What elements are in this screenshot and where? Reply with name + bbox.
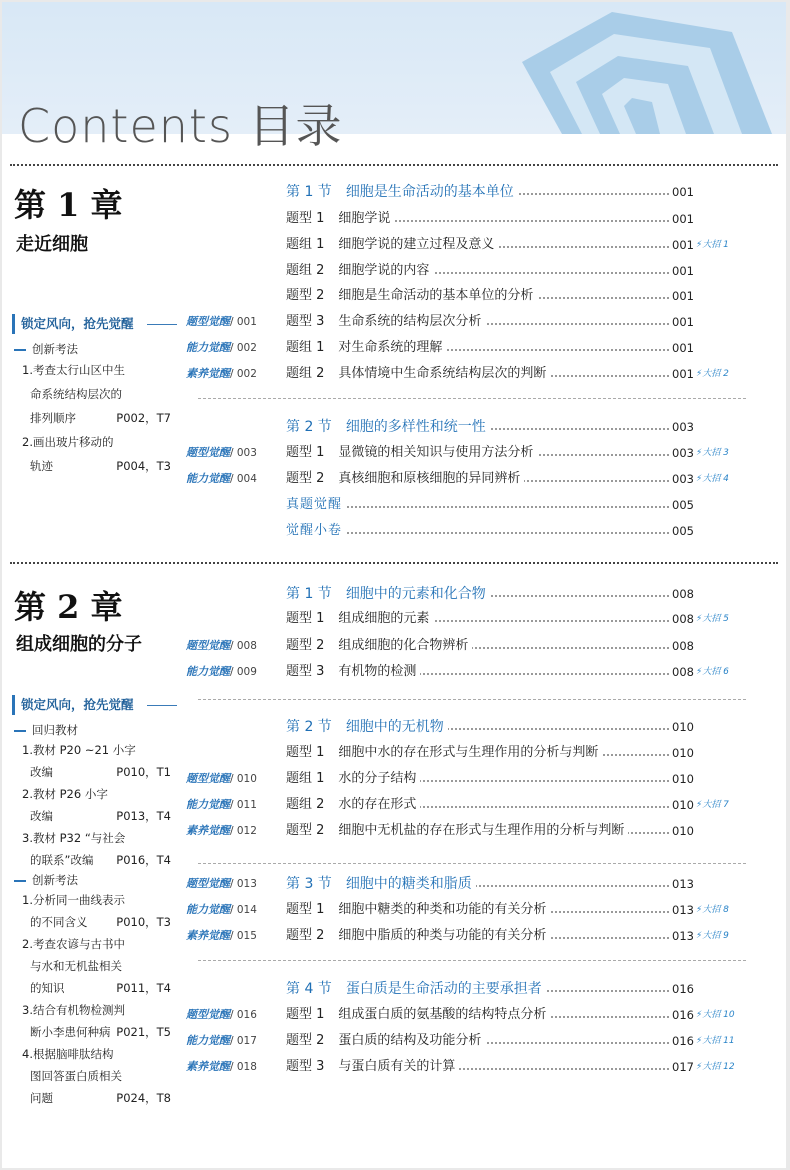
toc-tag-page: / 017 bbox=[230, 1035, 257, 1047]
toc-entry[interactable] bbox=[284, 309, 739, 335]
toc-entry-kind: 题组 2 bbox=[286, 797, 325, 812]
toc-entry-label bbox=[286, 335, 446, 361]
toc-entry-text: 细胞学说 bbox=[338, 211, 391, 226]
sidebar-item: 图回答蛋白质相关 bbox=[30, 1069, 122, 1083]
trick-badge: ⚡大招 4 bbox=[696, 474, 729, 484]
toc-tag bbox=[186, 871, 282, 897]
toc-entry[interactable] bbox=[284, 414, 739, 440]
toc-tag-label: 素养觉醒 bbox=[186, 367, 230, 380]
chapter-1-sidebar bbox=[12, 314, 177, 478]
toc-tag-page: / 001 bbox=[230, 316, 257, 328]
toc-tag-page: / 013 bbox=[230, 878, 257, 890]
toc-tag-label: 能力觉醒 bbox=[186, 1034, 230, 1047]
toc-tag-label: 题型觉醒 bbox=[186, 315, 230, 328]
toc-entry-label bbox=[286, 1028, 485, 1054]
page-title: Contents 目录 bbox=[18, 99, 343, 153]
trick-badge: ⚡大招 1 bbox=[696, 240, 729, 250]
sidebar-head: 锁定风向，抢先觉醒 bbox=[12, 695, 177, 715]
toc-tag bbox=[186, 1002, 282, 1028]
toc-tag-page: / 002 bbox=[230, 342, 257, 354]
toc-tag-label: 题型觉醒 bbox=[186, 1008, 230, 1021]
toc-entry-label bbox=[286, 1054, 459, 1080]
toc-entry[interactable] bbox=[284, 923, 739, 949]
trick-badge: ⚡大招 10 bbox=[696, 1010, 735, 1020]
toc-entry[interactable] bbox=[284, 581, 739, 607]
toc-entry[interactable] bbox=[284, 361, 739, 387]
toc-entry-kind: 第 2 节 bbox=[286, 719, 332, 735]
chapter-divider bbox=[10, 562, 778, 564]
toc-tag bbox=[186, 792, 282, 818]
toc-entry-kind: 题组 2 bbox=[286, 366, 325, 381]
toc-entry-kind: 题型 1 bbox=[286, 611, 325, 626]
toc-entry-kind: 题型 1 bbox=[286, 902, 325, 917]
toc-entry-text: 细胞中的无机物 bbox=[345, 719, 444, 735]
toc-tag-page: / 016 bbox=[230, 1009, 257, 1021]
toc-entry-kind: 题组 2 bbox=[286, 263, 325, 278]
section-divider bbox=[198, 960, 746, 961]
toc-tag bbox=[186, 766, 282, 792]
toc-entry-text: 有机物的检测 bbox=[338, 664, 417, 679]
toc-entry-kind: 题型 2 bbox=[286, 288, 325, 303]
toc-entry-page: 001 bbox=[672, 185, 694, 199]
toc-entry-page: 008 bbox=[672, 665, 694, 679]
chapter-2-subtitle: 组成细胞的分子 bbox=[16, 634, 142, 655]
toc-tag-label: 能力觉醒 bbox=[186, 903, 230, 916]
toc-entry-page: 010 bbox=[672, 720, 694, 734]
toc-tag-page: / 008 bbox=[230, 640, 257, 652]
toc-entry-page: 016 bbox=[672, 1008, 694, 1022]
toc-entry-text: 真题觉醒 bbox=[286, 497, 343, 512]
toc-entry-kind: 题型 2 bbox=[286, 471, 325, 486]
toc-entry-text: 组成细胞的化合物辨析 bbox=[338, 638, 469, 653]
toc-entry[interactable] bbox=[284, 1002, 739, 1028]
sidebar-item: 与水和无机盐相关 bbox=[30, 959, 122, 973]
toc-tag-page: / 018 bbox=[230, 1061, 257, 1073]
sidebar-item: 轨迹 P004，T3 bbox=[30, 459, 171, 473]
toc-tag-label: 素养觉醒 bbox=[186, 1060, 230, 1073]
toc-entry[interactable] bbox=[284, 179, 739, 205]
sidebar-item: 3.教材 P32 “与社会 bbox=[22, 831, 126, 845]
toc-tag bbox=[186, 633, 282, 659]
toc-tag-label: 素养觉醒 bbox=[186, 824, 230, 837]
toc-entry-label bbox=[286, 361, 550, 387]
pentagon-decoration-icon bbox=[502, 2, 786, 134]
toc-entry-label bbox=[286, 206, 394, 232]
sidebar-item: 的知识 P011，T4 bbox=[30, 981, 171, 995]
toc-entry-page: 008 bbox=[672, 587, 694, 601]
page bbox=[2, 2, 786, 1168]
toc-entry-text: 具体情境中生命系统结构层次的判断 bbox=[338, 366, 547, 381]
toc-tag bbox=[186, 1028, 282, 1054]
toc-entry[interactable] bbox=[284, 283, 739, 309]
toc-tag bbox=[186, 1054, 282, 1080]
toc-entry-label bbox=[286, 518, 346, 544]
toc-tag-label: 题型觉醒 bbox=[186, 877, 230, 890]
toc-entry-label bbox=[286, 466, 524, 492]
sidebar-item: 问题 P024，T8 bbox=[30, 1091, 171, 1105]
toc-entry-text: 细胞中糖类的种类和功能的有关分析 bbox=[338, 902, 547, 917]
sidebar-item: 2.教材 P26 小字 bbox=[22, 787, 108, 801]
toc-entry-page: 003 bbox=[672, 420, 694, 434]
sidebar-item: 1.教材 P20 ~21 小字 bbox=[22, 743, 136, 757]
toc-tag bbox=[186, 659, 282, 685]
toc-entry-kind: 第 2 节 bbox=[286, 419, 332, 435]
toc-entry-page: 010 bbox=[672, 772, 694, 786]
toc-tag-label: 素养觉醒 bbox=[186, 929, 230, 942]
toc-tag bbox=[186, 440, 282, 466]
toc-entry-label bbox=[286, 309, 485, 335]
toc-tag bbox=[186, 897, 282, 923]
chapter-2-sidebar bbox=[12, 695, 177, 1109]
toc-entry[interactable] bbox=[284, 818, 739, 844]
trick-badge: ⚡大招 6 bbox=[696, 667, 729, 677]
toc-entry-label bbox=[286, 818, 628, 844]
toc-entry[interactable] bbox=[284, 633, 739, 659]
toc-entry[interactable] bbox=[284, 232, 739, 258]
toc-tag-label: 能力觉醒 bbox=[186, 341, 230, 354]
toc-entry-page: 010 bbox=[672, 824, 694, 838]
toc-entry-label bbox=[286, 792, 420, 818]
toc-entry-text: 对生命系统的理解 bbox=[338, 340, 443, 355]
leader-dots bbox=[304, 532, 669, 534]
toc-entry[interactable] bbox=[284, 518, 739, 544]
toc-entry-page: 001 bbox=[672, 264, 694, 278]
sidebar-item: 命系统结构层次的 bbox=[30, 387, 122, 401]
toc-entry-page: 010 bbox=[672, 798, 694, 812]
toc-entry[interactable] bbox=[284, 871, 739, 897]
toc-tag-label: 题型觉醒 bbox=[186, 446, 230, 459]
toc-tag-page: / 012 bbox=[230, 825, 257, 837]
toc-entry-label bbox=[286, 179, 518, 205]
toc-entry-kind: 题型 2 bbox=[286, 823, 325, 838]
toc-entry-text: 蛋白质的结构及功能分析 bbox=[338, 1033, 482, 1048]
toc-entry-kind: 第 1 节 bbox=[286, 184, 332, 200]
toc-entry-label bbox=[286, 714, 448, 740]
toc-entry-label bbox=[286, 492, 346, 518]
toc-entry[interactable] bbox=[284, 335, 739, 361]
toc-entry-kind: 题型 3 bbox=[286, 1059, 325, 1074]
toc-entry-page: 005 bbox=[672, 524, 694, 538]
toc-entry-page: 017 bbox=[672, 1060, 694, 1074]
toc-entry-label bbox=[286, 740, 602, 766]
sidebar-item: 4.根据脑啡肽结构 bbox=[22, 1047, 114, 1061]
toc-tag-page: / 004 bbox=[230, 473, 257, 485]
toc-entry-text: 细胞的多样性和统一性 bbox=[345, 419, 486, 435]
sidebar-section-label: 回归教材 bbox=[12, 721, 177, 739]
toc-entry-label bbox=[286, 923, 550, 949]
toc-entry-kind: 题型 3 bbox=[286, 314, 325, 329]
toc-tag-label: 能力觉醒 bbox=[186, 665, 230, 678]
toc-entry[interactable] bbox=[284, 897, 739, 923]
toc-entry-text: 显微镜的相关知识与使用方法分析 bbox=[338, 445, 534, 460]
sidebar-item: 排列顺序 P002，T7 bbox=[30, 411, 171, 425]
trick-badge: ⚡大招 2 bbox=[696, 369, 729, 379]
sidebar-item: 1.分析同一曲线表示 bbox=[22, 893, 125, 907]
toc-entry-page: 001 bbox=[672, 315, 694, 329]
toc-entry-label bbox=[286, 283, 537, 309]
toc-entry-label bbox=[286, 232, 498, 258]
toc-entry-kind: 题型 2 bbox=[286, 1033, 325, 1048]
toc-entry-text: 细胞学说的建立过程及意义 bbox=[338, 237, 495, 252]
toc-entry-label bbox=[286, 1002, 550, 1028]
sidebar-item: 2.画出玻片移动的 bbox=[22, 435, 114, 449]
toc-entry-page: 013 bbox=[672, 877, 694, 891]
toc-entry[interactable] bbox=[284, 440, 739, 466]
toc-entry-text: 组成蛋白质的氨基酸的结构特点分析 bbox=[338, 1007, 547, 1022]
toc-entry-text: 组成细胞的元素 bbox=[338, 611, 430, 626]
toc-entry-page: 008 bbox=[672, 639, 694, 653]
trick-badge: ⚡大招 7 bbox=[696, 800, 729, 810]
toc-entry-text: 细胞中脂质的种类与功能的有关分析 bbox=[338, 928, 547, 943]
toc-entry[interactable] bbox=[284, 714, 739, 740]
toc-tag-page: / 015 bbox=[230, 930, 257, 942]
toc-entry-label bbox=[286, 606, 433, 632]
sidebar-item: 断小李患何种病 P021，T5 bbox=[30, 1025, 171, 1039]
sidebar-section-label: 创新考法 bbox=[12, 340, 177, 358]
trick-badge: ⚡大招 12 bbox=[696, 1062, 735, 1072]
toc-entry-kind: 题型 1 bbox=[286, 1007, 325, 1022]
toc-entry-text: 细胞中的糖类和脂质 bbox=[345, 876, 472, 892]
toc-entry[interactable] bbox=[284, 766, 739, 792]
chapter-1-subtitle: 走近细胞 bbox=[16, 234, 88, 255]
toc-entry-page: 016 bbox=[672, 1034, 694, 1048]
toc-entry-label bbox=[286, 871, 476, 897]
sidebar-item: 改编 P010，T1 bbox=[30, 765, 171, 779]
toc-tag bbox=[186, 309, 282, 335]
toc-tag bbox=[186, 818, 282, 844]
toc-entry-kind: 题型 1 bbox=[286, 211, 325, 226]
toc-entry-text: 蛋白质是生命活动的主要承担者 bbox=[345, 981, 542, 997]
leader-dots bbox=[304, 506, 669, 508]
toc-entry-label bbox=[286, 976, 546, 1002]
toc-entry[interactable] bbox=[284, 1028, 739, 1054]
chapter-2-title: 第 2 章 bbox=[14, 588, 123, 626]
toc-entry-page: 003 bbox=[672, 472, 694, 486]
toc-entry-kind: 第 1 节 bbox=[286, 586, 332, 602]
trick-badge: ⚡大招 5 bbox=[696, 614, 729, 624]
sidebar-item: 的不同含义 P010，T3 bbox=[30, 915, 171, 929]
toc-entry-kind: 题型 2 bbox=[286, 928, 325, 943]
toc-entry-text: 真核细胞和原核细胞的异同辨析 bbox=[338, 471, 521, 486]
trick-badge: ⚡大招 3 bbox=[696, 448, 729, 458]
toc-entry-text: 觉醒小卷 bbox=[286, 523, 343, 538]
sidebar-item: 的联系”改编 P016，T4 bbox=[30, 853, 171, 867]
toc-entry-text: 细胞是生命活动的基本单位的分析 bbox=[338, 288, 534, 303]
toc-entry[interactable] bbox=[284, 659, 739, 685]
toc-entry-page: 001 bbox=[672, 212, 694, 226]
toc-entry-page: 008 bbox=[672, 612, 694, 626]
toc-entry-text: 细胞中的元素和化合物 bbox=[345, 586, 486, 602]
toc-entry-kind: 题型 1 bbox=[286, 745, 325, 760]
toc-entry-text: 与蛋白质有关的计算 bbox=[338, 1059, 456, 1074]
toc-entry[interactable] bbox=[284, 976, 739, 1002]
toc-tag-page: / 010 bbox=[230, 773, 257, 785]
toc-entry-page: 001 bbox=[672, 341, 694, 355]
sidebar-item: 改编 P013，T4 bbox=[30, 809, 171, 823]
sidebar-item: 2.考查农谚与古书中 bbox=[22, 937, 125, 951]
toc-entry-kind: 题型 1 bbox=[286, 445, 325, 460]
toc-entry-page: 001 bbox=[672, 367, 694, 381]
toc-tag-page: / 011 bbox=[230, 799, 257, 811]
toc-entry-page: 003 bbox=[672, 446, 694, 460]
toc-entry-kind: 题组 1 bbox=[286, 771, 325, 786]
toc-entry-label bbox=[286, 897, 550, 923]
toc-entry[interactable] bbox=[284, 740, 739, 766]
trick-badge: ⚡大招 8 bbox=[696, 905, 729, 915]
toc-entry[interactable] bbox=[284, 492, 739, 518]
toc-entry-text: 水的分子结构 bbox=[338, 771, 417, 786]
toc-entry-label bbox=[286, 766, 420, 792]
toc-entry-page: 013 bbox=[672, 903, 694, 917]
toc-tag-page: / 009 bbox=[230, 666, 257, 678]
toc-tag-page: / 014 bbox=[230, 904, 257, 916]
toc-entry-label bbox=[286, 414, 490, 440]
sidebar-head: 锁定风向，抢先觉醒 bbox=[12, 314, 177, 334]
toc-entry-text: 生命系统的结构层次分析 bbox=[338, 314, 482, 329]
toc-entry-text: 细胞是生命活动的基本单位 bbox=[345, 184, 514, 200]
toc-tag-label: 能力觉醒 bbox=[186, 472, 230, 485]
toc-entry-label bbox=[286, 659, 420, 685]
toc-tag bbox=[186, 335, 282, 361]
toc-entry-label bbox=[286, 440, 537, 466]
trick-badge: ⚡大招 11 bbox=[696, 1036, 735, 1046]
toc-tag bbox=[186, 361, 282, 387]
toc-tag-label: 能力觉醒 bbox=[186, 798, 230, 811]
toc-entry[interactable] bbox=[284, 1054, 739, 1080]
toc-entry-page: 013 bbox=[672, 929, 694, 943]
sidebar-section-label: 创新考法 bbox=[12, 871, 177, 889]
toc-entry-page: 005 bbox=[672, 498, 694, 512]
toc-entry-text: 细胞中无机盐的存在形式与生理作用的分析与判断 bbox=[338, 823, 625, 838]
chapter-1-title: 第 1 章 bbox=[14, 186, 123, 224]
toc-entry-page: 010 bbox=[672, 746, 694, 760]
toc-entry[interactable] bbox=[284, 606, 739, 632]
toc-entry[interactable] bbox=[284, 792, 739, 818]
toc-tag-label: 题型觉醒 bbox=[186, 772, 230, 785]
section-divider bbox=[198, 863, 746, 864]
toc-entry-text: 细胞中水的存在形式与生理作用的分析与判断 bbox=[338, 745, 599, 760]
toc-entry-kind: 第 4 节 bbox=[286, 981, 332, 997]
toc-tag-label: 题型觉醒 bbox=[186, 639, 230, 652]
toc-entry[interactable] bbox=[284, 206, 739, 232]
toc-tag-page: / 002 bbox=[230, 368, 257, 380]
toc-entry-text: 水的存在形式 bbox=[338, 797, 417, 812]
toc-tag bbox=[186, 923, 282, 949]
trick-badge: ⚡大招 9 bbox=[696, 931, 729, 941]
sidebar-item: 1.考查太行山区中生 bbox=[22, 363, 125, 377]
section-divider bbox=[198, 699, 746, 700]
toc-entry[interactable] bbox=[284, 258, 739, 284]
toc-entry-kind: 题组 1 bbox=[286, 237, 325, 252]
toc-entry-kind: 题型 3 bbox=[286, 664, 325, 679]
toc-entry-label bbox=[286, 581, 490, 607]
toc-entry-page: 001 bbox=[672, 238, 694, 252]
top-divider bbox=[10, 164, 778, 166]
toc-entry[interactable] bbox=[284, 466, 739, 492]
toc-entry-page: 016 bbox=[672, 982, 694, 996]
toc-tag bbox=[186, 466, 282, 492]
toc-tag-page: / 003 bbox=[230, 447, 257, 459]
section-divider bbox=[198, 398, 746, 399]
toc-entry-text: 细胞学说的内容 bbox=[338, 263, 430, 278]
toc-entry-label bbox=[286, 633, 472, 659]
toc-entry-kind: 第 3 节 bbox=[286, 876, 332, 892]
toc-entry-page: 001 bbox=[672, 289, 694, 303]
toc-entry-label bbox=[286, 258, 433, 284]
toc-entry-kind: 题型 2 bbox=[286, 638, 325, 653]
toc-entry-kind: 题组 1 bbox=[286, 340, 325, 355]
sidebar-item: 3.结合有机物检测判 bbox=[22, 1003, 125, 1017]
